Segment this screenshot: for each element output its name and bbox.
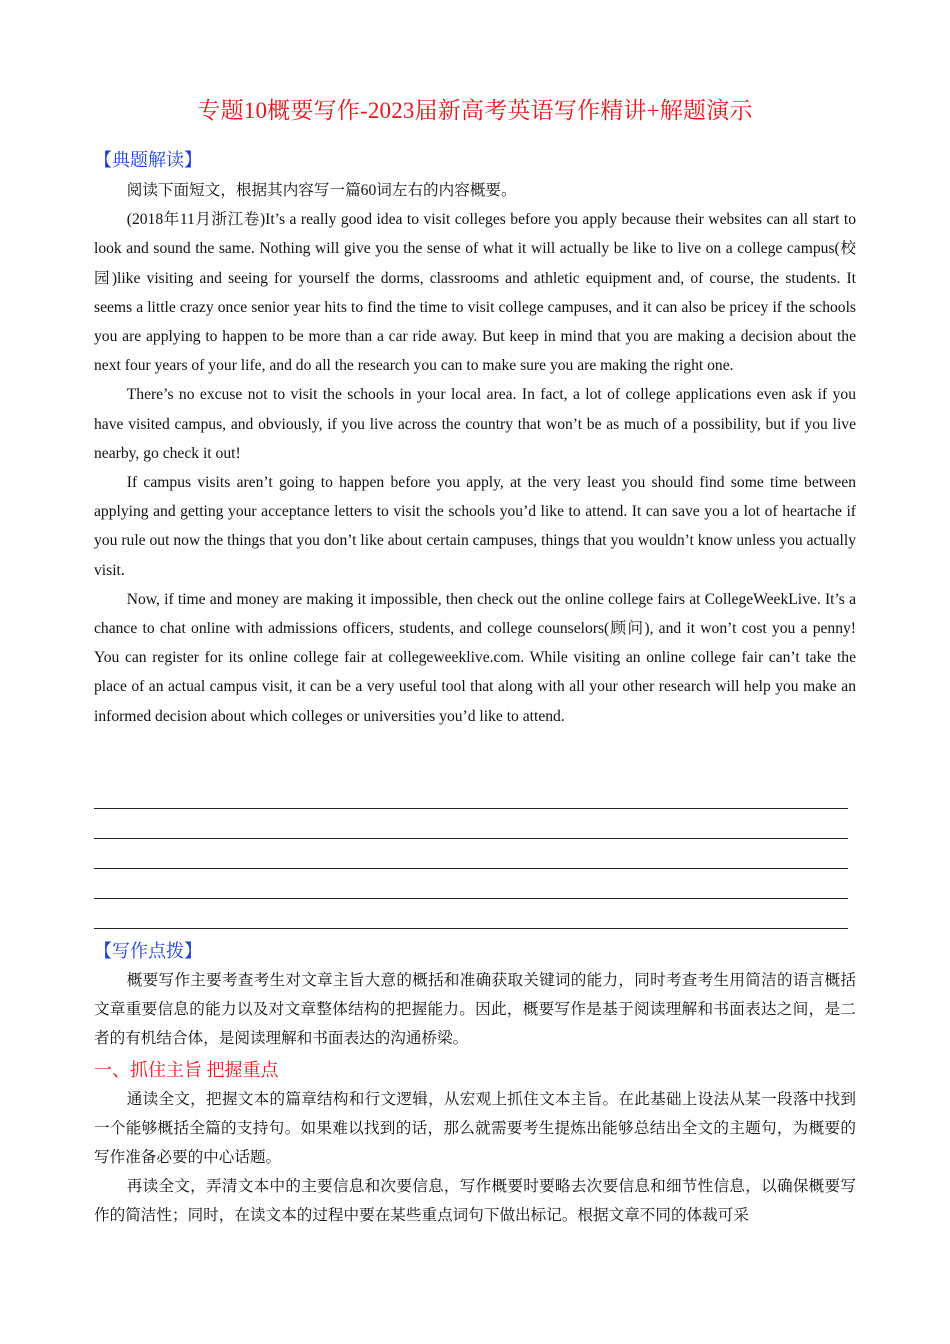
passage-block bbox=[94, 176, 856, 731]
point-1-paragraph-2: 再读全文，弄清文本中的主要信息和次要信息，写作概要时要略去次要信息和细节性信息，以确保概要写作的简洁性；同时，在读文本的过程中要在某些重点词句下做出标记。根据文章不同的体裁可采 bbox=[94, 1178, 856, 1224]
answer-line bbox=[94, 809, 848, 839]
passage-paragraph-1: (2018年11月浙江卷)It’s a really good idea to visit colleges before you apply because their websites can all start to look and sound the same. Nothing will give you the sense of what it will actually be like to live on a college campus(校园)like visiting and seeing for yourself the dorms, classrooms and athletic equipment and, of course, the students. It seems a little crazy once senior year hits to find the time to visit college campuses, and it can also be pricey if the schools you are applying to happen to be more than a car ride away. But keep in mind that you are making a decision about the next four years of your life, and do all the research you can to make sure you are making the right one. bbox=[94, 211, 856, 375]
tips-intro-paragraph: 概要写作主要考查考生对文章主旨大意的概括和准确获取关键词的能力，同时考查考生用简洁的语言概括文章重要信息的能力以及对文章整体结构的把握能力。因此，概要写作是基于阅读理解和书面表达之间，是二者的有机结合体，是阅读理解和书面表达的沟通桥梁。 bbox=[94, 972, 856, 1047]
section-heading-tips: 【写作点拨】 bbox=[94, 941, 202, 961]
section-heading-reading: 【典题解读】 bbox=[94, 150, 202, 170]
point-1-block bbox=[94, 1085, 856, 1230]
passage-paragraph-3: If campus visits aren’t going to happen before you apply, at the very least you should find some time between applying and getting your acceptance letters to visit the schools you’d like to attend. It can save you a lot of heartache if you rule out now the things that you don’t like about certain campuses, things that you wouldn’t know unless you actually visit. bbox=[94, 474, 856, 579]
answer-line bbox=[94, 899, 848, 929]
point-1-heading: 一、抓住主旨 把握重点 bbox=[94, 1060, 279, 1080]
passage-paragraph-4: Now, if time and money are making it impossible, then check out the online college fairs at CollegeWeekLive. It’s a chance to chat online with admissions officers, students, and college counselors(顾问), and it won’t cost you a penny! You can register for its online college fair at collegeweeklive.com. While visiting an online college fair can’t take the place of an actual campus visit, it can be a very useful tool that along with all your other research will help you make an informed decision about which colleges or universities you’d like to attend. bbox=[94, 590, 856, 725]
answer-line bbox=[94, 839, 848, 869]
passage-paragraph-2: There’s no excuse not to visit the schools in your local area. In fact, a lot of college applications even ask if you have visited campus, and obviously, if you live across the country that won’t be as much of a possibility, but if you live nearby, go check it out! bbox=[94, 386, 856, 462]
tips-intro-block bbox=[94, 966, 856, 1053]
point-1-paragraph-1: 通读全文，把握文本的篇章结构和行文逻辑，从宏观上抓住文本主旨。在此基础上设法从某一段落中找到一个能够概括全篇的支持句。如果难以找到的话，那么就需要考生提炼出能够总结出全文的主题句，为概要的写作准备必要的中心话题。 bbox=[94, 1091, 856, 1166]
answer-blank-lines bbox=[94, 808, 848, 929]
instruction-text: 阅读下面短文，根据其内容写一篇60词左右的内容概要。 bbox=[126, 182, 517, 199]
document-title: 专题10概要写作-2023届新高考英语写作精讲+解题演示 bbox=[197, 98, 753, 123]
answer-line bbox=[94, 869, 848, 899]
